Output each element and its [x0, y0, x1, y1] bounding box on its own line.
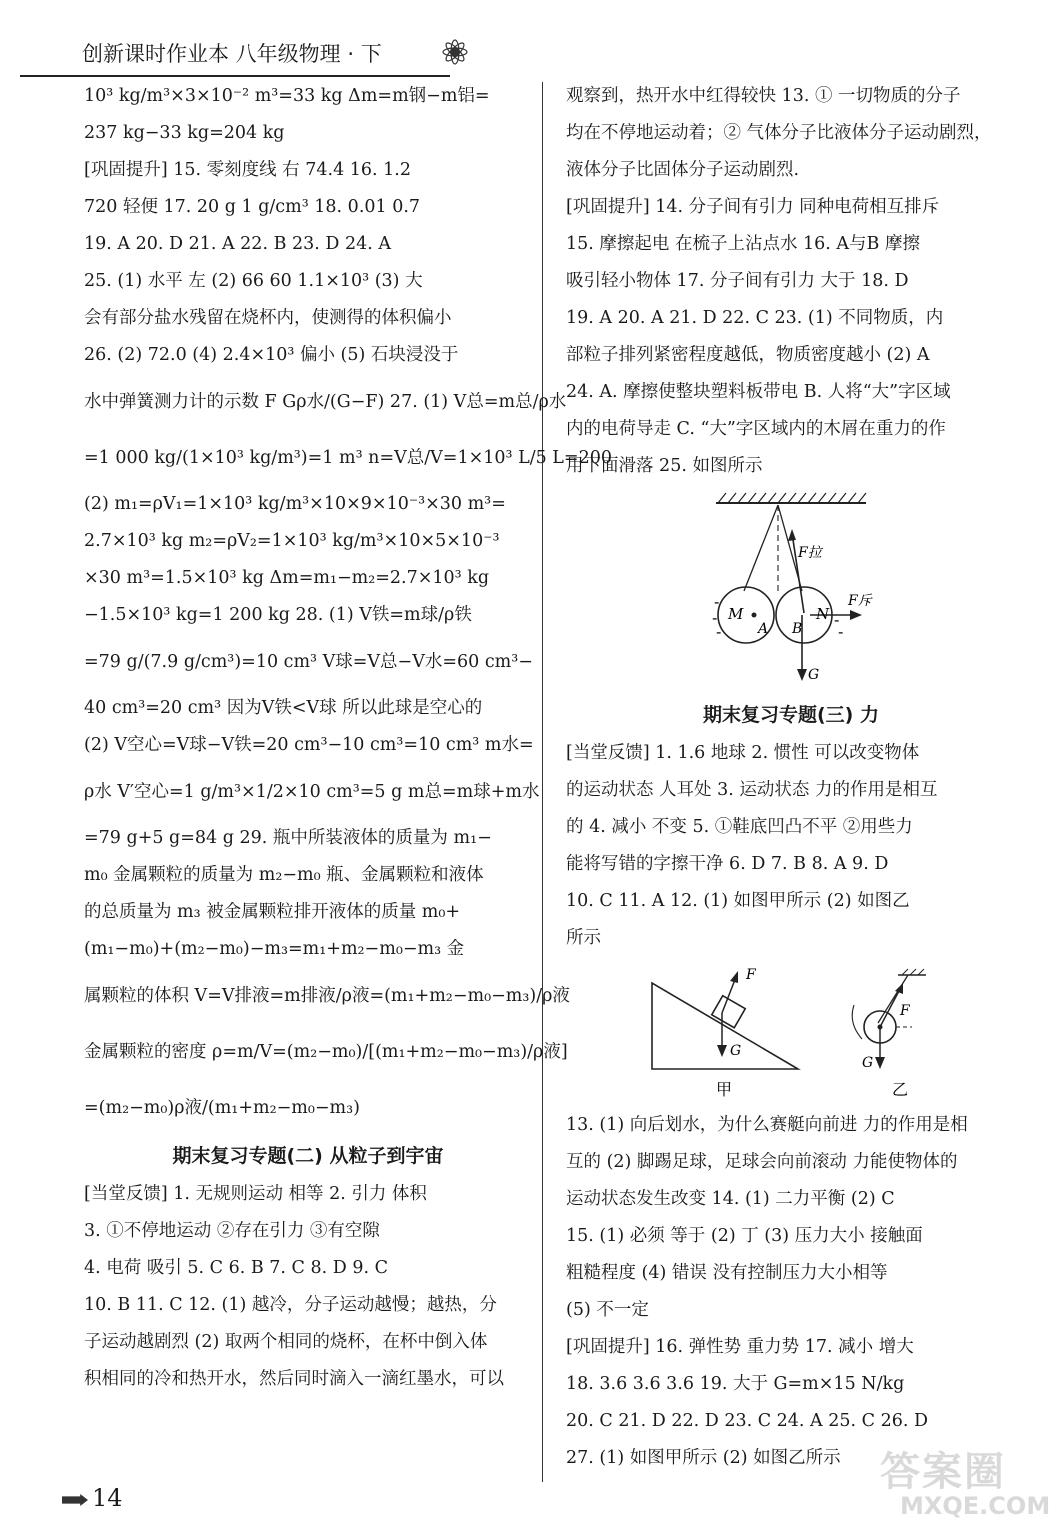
header-rule: [20, 75, 450, 77]
page-number: 14: [92, 1484, 123, 1512]
answer-line: 金属颗粒的密度 ρ=m/V=(m₂−m₀)/[(m₁+m₂−m₀−m₃)/ρ液]: [84, 1042, 568, 1062]
answer-line: 部粒子排列紧密程度越低，物质密度越小 (2) A: [566, 345, 930, 365]
answer-line: 吸引轻小物体 17. 分子间有引力 大于 18. D: [566, 271, 909, 291]
answer-line: =(m₂−m₀)ρ液/(m₁+m₂−m₀−m₃): [84, 1098, 360, 1118]
answer-line: 所示: [566, 928, 601, 948]
svg-text:-: -: [712, 609, 718, 627]
fig25-label-m: M: [728, 605, 744, 623]
answer-line: 15. 摩擦起电 在梳子上沾点水 16. A与B 摩擦: [566, 234, 920, 254]
page-header: [20, 30, 520, 80]
answer-line: 的运动状态 人耳处 3. 运动状态 力的作用是相互: [566, 780, 938, 800]
answer-line: [巩固提升] 16. 弹性势 重力势 17. 减小 增大: [566, 1337, 914, 1357]
answer-line: 3. ①不停地运动 ②存在引力 ③有空隙: [84, 1221, 380, 1241]
answer-line: 的 4. 减小 不变 5. ①鞋底凹凸不平 ②用些力: [566, 817, 913, 837]
fig12-label-jia: 甲: [716, 1080, 733, 1099]
fig12-f-yi: F: [900, 1003, 910, 1019]
answer-line: 19. A 20. A 21. D 22. C 23. (1) 不同物质，内: [566, 308, 944, 328]
answer-line: 内的电荷导走 C. “大”字区域内的木屑在重力的作: [566, 419, 946, 439]
answer-line: 积相同的冷和热开水，然后同时滴入一滴红墨水，可以: [84, 1369, 504, 1389]
answer-line: 粗糙程度 (4) 错误 没有控制压力大小相等: [566, 1263, 888, 1283]
fig25-label-n: N: [816, 605, 830, 623]
answer-line: 10. C 11. A 12. (1) 如图甲所示 (2) 如图乙: [566, 891, 910, 911]
answer-line: 20. C 21. D 22. D 23. C 24. A 25. C 26. D: [566, 1411, 929, 1431]
answer-line: 25. (1) 水平 左 (2) 66 60 1.1×10³ (3) 大: [84, 271, 423, 291]
answer-line: 子运动越剧烈 (2) 取两个相同的烧杯，在杯中倒入体: [84, 1332, 488, 1352]
answer-line: [巩固提升] 15. 零刻度线 右 74.4 16. 1.2: [84, 160, 411, 180]
answer-line: (2) V空心=V球−V铁=20 cm³−10 cm³=10 cm³ m水=: [84, 735, 534, 755]
answer-line: (m₁−m₀)+(m₂−m₀)−m₃=m₁+m₂−m₀−m₃ 金: [84, 939, 465, 959]
answer-line: 237 kg−33 kg=204 kg: [84, 123, 285, 143]
fig25-label-a: A: [758, 621, 769, 637]
answer-line: 720 轻便 17. 20 g 1 g/cm³ 18. 0.01 0.7: [84, 197, 421, 217]
page-footer: [62, 1484, 123, 1512]
fig25-label-g: G: [808, 667, 820, 683]
answer-line: [当堂反馈] 1. 无规则运动 相等 2. 引力 体积: [84, 1184, 427, 1204]
fig12-f-jia: F: [746, 967, 756, 983]
arrow-icon: [62, 1494, 88, 1506]
answer-line: [当堂反馈] 1. 1.6 地球 2. 惯性 可以改变物体: [566, 743, 920, 763]
answer-line: 用下面滑落 25. 如图所示: [566, 456, 763, 476]
flower-icon: [430, 30, 480, 80]
right-column: [566, 78, 1016, 1477]
answer-line: 的总质量为 m₃ 被金属颗粒排开液体的质量 m₀+: [84, 902, 461, 922]
book-title: 创新课时作业本 八年级物理 · 下: [82, 42, 382, 66]
answer-line: ρ水 V′空心=1 g/m³×1/2×10 cm³=5 g m总=m球+m水: [84, 782, 540, 802]
fig12-g-yi: G: [862, 1055, 874, 1071]
answer-line: (5) 不一定: [566, 1300, 649, 1320]
answer-line: 19. A 20. D 21. A 22. B 23. D 24. A: [84, 234, 392, 254]
answer-line: 10. B 11. C 12. (1) 越冷，分子运动越慢；越热，分: [84, 1295, 497, 1315]
answer-line: 10³ kg/m³×3×10⁻² m³=33 kg Δm=m钢−m铝=: [84, 86, 490, 106]
answer-line: 40 cm³=20 cm³ 因为V铁<V球 所以此球是空心的: [84, 698, 483, 718]
fig12-g-jia: G: [730, 1043, 742, 1059]
svg-text:-: -: [714, 593, 720, 611]
section-title: 期末复习专题(三) 力: [703, 704, 879, 726]
figure-25-pendulum: [566, 485, 1016, 695]
answer-line: 会有部分盐水残留在烧杯内，使测得的体积偏小: [84, 308, 452, 328]
fig25-label-fla: F拉: [798, 545, 822, 561]
answer-line: (2) m₁=ρV₁=1×10³ kg/m³×10×9×10⁻³×30 m³=: [84, 494, 506, 514]
answer-line: 4. 电荷 吸引 5. C 6. B 7. C 8. D 9. C: [84, 1258, 388, 1278]
answer-line: [巩固提升] 14. 分子间有引力 同种电荷相互排斥: [566, 197, 940, 217]
answer-line: 液体分子比固体分子运动剧烈.: [566, 160, 800, 180]
answer-line: 能将写错的字擦干净 6. D 7. B 8. A 9. D: [566, 854, 889, 874]
answer-line: 26. (2) 72.0 (4) 2.4×10³ 偏小 (5) 石块浸没于: [84, 345, 459, 365]
fig12-label-yi: 乙: [892, 1080, 909, 1099]
answer-line: m₀ 金属颗粒的质量为 m₂−m₀ 瓶、金属颗粒和液体: [84, 865, 484, 885]
answer-line: ×30 m³=1.5×10³ kg Δm=m₁−m₂=2.7×10³ kg: [84, 568, 490, 588]
answer-line: 观察到，热开水中红得较快 13. ① 一切物质的分子: [566, 86, 961, 106]
answer-line: 18. 3.6 3.6 3.6 19. 大于 G=m×15 N/kg: [566, 1374, 905, 1394]
watermark-logo: 答案圈: [880, 1449, 1006, 1495]
answer-line: 24. A. 摩擦使整块塑料板带电 B. 人将“大”字区域: [566, 382, 951, 402]
answer-line: 15. (1) 必须 等于 (2) 丁 (3) 压力大小 接触面: [566, 1226, 923, 1246]
svg-text:-: -: [716, 623, 722, 641]
section-title: 期末复习专题(二) 从粒子到宇宙: [172, 1145, 444, 1167]
answer-line: =1 000 kg/(1×10³ kg/m³)=1 m³ n=V总/V=1×10³ L/5 L=200: [84, 448, 612, 468]
figure-12-jia-yi: [566, 957, 1016, 1107]
watermark-url: MXQE.COM: [900, 1492, 1051, 1520]
fig25-label-fchi: F斥: [848, 593, 872, 609]
answer-line: 互的 (2) 脚踢足球，足球会向前滚动 力能使物体的: [566, 1152, 958, 1172]
answer-line: =79 g/(7.9 g/cm³)=10 cm³ V球=V总−V水=60 cm³−: [84, 652, 533, 672]
svg-text:-: -: [834, 611, 840, 629]
answer-line: 27. (1) 如图甲所示 (2) 如图乙所示: [566, 1448, 841, 1468]
answer-line: =79 g+5 g=84 g 29. 瓶中所装液体的质量为 m₁−: [84, 828, 492, 848]
answer-line: 13. (1) 向后划水，为什么赛艇向前进 力的作用是相: [566, 1115, 968, 1135]
answer-line: 均在不停地运动着；② 气体分子比液体分子运动剧烈，: [566, 123, 992, 143]
answer-line: 水中弹簧测力计的示数 F Gρ水/(G−F) 27. (1) V总=m总/ρ水: [84, 392, 567, 412]
column-divider: [542, 82, 543, 1482]
answer-line: 运动状态发生改变 14. (1) 二力平衡 (2) C: [566, 1189, 895, 1209]
answer-line: 2.7×10³ kg m₂=ρV₂=1×10³ kg/m³×10×5×10⁻³: [84, 531, 500, 551]
answer-line: 属颗粒的体积 V=V排液=m排液/ρ液=(m₁+m₂−m₀−m₃)/ρ液: [84, 986, 570, 1006]
fig25-label-b: B: [792, 621, 803, 637]
answer-line: −1.5×10³ kg=1 200 kg 28. (1) V铁=m球/ρ铁: [84, 605, 472, 625]
svg-text:-: -: [838, 623, 844, 641]
